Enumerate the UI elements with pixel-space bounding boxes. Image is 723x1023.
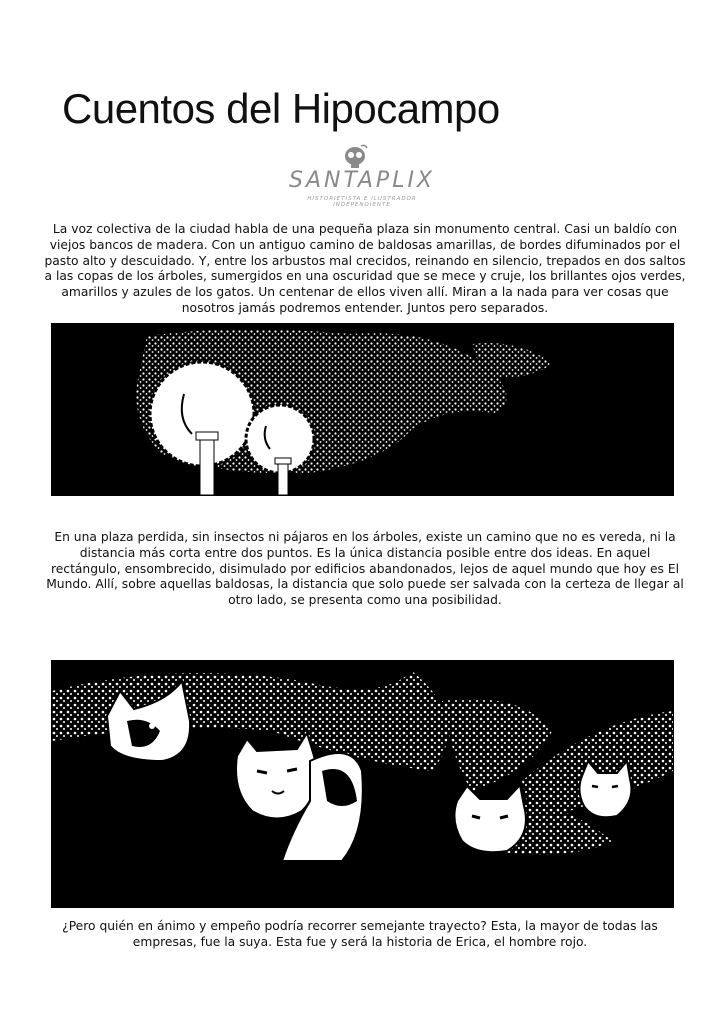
lamp-post-small — [275, 458, 291, 464]
intro-paragraph: La voz colectiva de la ciudad habla de una pequeña plaza sin monumento central. Casi un baldío con viejos bancos de madera. Con un antiguo camino de baldosas amarillas, de bordes difuminados por el pasto alto y descuidado. Y, entre los arbustos mal crecidos, reinando en silencio, trepados en dos saltos a las copas de los árboles, sumergidos en una oscuridad que se mece y cruje, los brillantes ojos verdes, amarillos y azules de los gatos. Un centenar de ellos viven allí. Miran a la nada para ver cosas que nosotros jamás podremos entender. Juntos pero separados. — [44, 222, 686, 315]
page-title: Cuentos del Hipocampo — [62, 85, 500, 132]
cats-illustration — [52, 661, 673, 907]
comic-panel-street-lamps — [51, 323, 674, 496]
closing-paragraph: ¿Pero quién en ánimo y empeño podría recorrer semejante trayecto? Esta, la mayor de todas las empresas, fue la suya. Esta fue y será la historia de Erica, el hombre rojo. — [62, 919, 658, 949]
comic-panel-cats — [51, 660, 674, 908]
logo-name: SANTAPLIX — [288, 168, 436, 193]
lamp-post-large — [196, 432, 218, 440]
second-paragraph: En una plaza perdida, sin insectos ni pájaros en los árboles, existe un camino que no es vereda, ni la distancia más corta entre dos puntos. Es la única distancia posible entre dos ideas. En aquel rectángulo, ensombrecido, disimulado por edificios abandonados, lejos de aquel mundo que hoy es El Mundo. Allí, sobre aquellas baldosas, la distancia que solo puede ser salvada con la certeza de llegar al otro lado, se presenta como una posibilidad. — [46, 530, 684, 608]
santaplix-logo — [284, 142, 440, 208]
logo-tagline: HISTORIETISTA E ILUSTRADOR INDEPENDIENTE — [307, 196, 417, 208]
street-lamps-illustration — [52, 324, 673, 495]
